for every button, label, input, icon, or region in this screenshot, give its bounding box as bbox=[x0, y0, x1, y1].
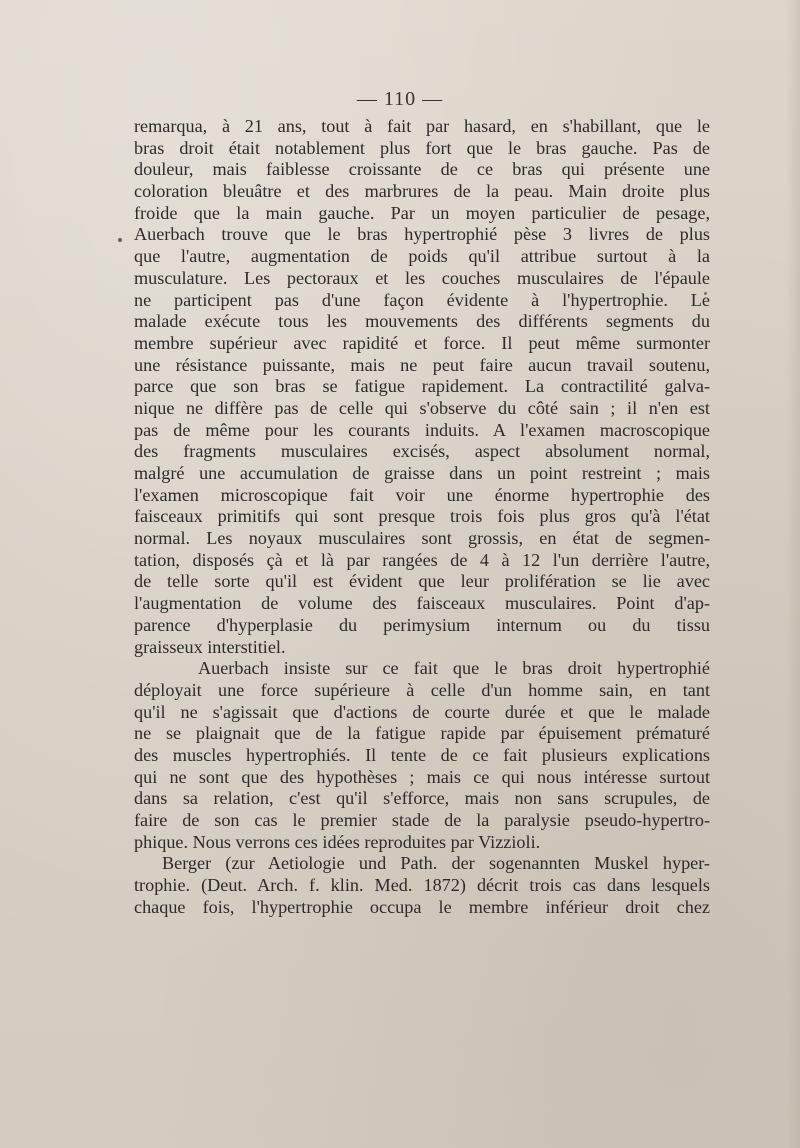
text-line: tation, disposés çà et là par rangées de 4 à 12 l'un derrière l'autre, bbox=[134, 549, 710, 570]
text-line: Berger (zur Aetiologie und Path. der sogenannten Muskel hyper- bbox=[162, 853, 710, 874]
text-line: normal. Les noyaux musculaires sont grossis, en état de segmen- bbox=[134, 528, 710, 549]
body-text bbox=[134, 116, 710, 918]
text-line: remarqua, à 21 ans, tout à fait par hasard, en s'habillant, que le bbox=[134, 116, 710, 136]
text-line: des fragments musculaires excisés, aspect absolument normal, bbox=[134, 441, 710, 462]
text-line: phique. Nous verrons ces idées reproduites par Vizzioli. bbox=[134, 831, 541, 852]
text-line: déployait une force supérieure à celle d'un homme sain, en tant bbox=[134, 679, 710, 700]
text-line: nique ne diffère pas de celle qui s'observe du côté sain ; il n'en est bbox=[134, 397, 710, 418]
page-number: — 110 — bbox=[356, 88, 444, 110]
text-line: douleur, mais faiblesse croissante de ce bras qui présente une bbox=[134, 159, 710, 180]
text-line: qui ne sont que des hypothèses ; mais ce qui nous intéresse surtout bbox=[134, 766, 710, 787]
text-line: musculature. Les pectoraux et les couches musculaires de l'épaule bbox=[134, 267, 710, 288]
text-line: des muscles hypertrophiés. Il tente de ce fait plusieurs explications bbox=[134, 744, 710, 765]
text-line: pas de même pour les courants induits. A l'examen macroscopique bbox=[134, 419, 710, 440]
text-line: malade exécute tous les mouvements des différents segments du bbox=[134, 311, 710, 332]
text-line: parence d'hyperplasie du perimysium internum ou du tissu bbox=[134, 614, 710, 635]
text-line: que l'autre, augmentation de poids qu'il attribue surtout à la bbox=[134, 246, 710, 267]
text-line: ne se plaignait que de la fatigue rapide par épuisement prématuré bbox=[134, 723, 710, 744]
text-line: coloration bleuâtre et des marbrures de la peau. Main droite plus bbox=[134, 181, 710, 202]
text-line: dans sa relation, c'est qu'il s'efforce, mais non sans scrupules, de bbox=[134, 788, 710, 809]
text-line: bras droit était notablement plus fort que le bras gauche. Pas de bbox=[134, 137, 710, 158]
text-line: de telle sorte qu'il est évident que leur prolifération se lie avec bbox=[134, 571, 710, 592]
text-line: parce que son bras se fatigue rapidement. La contractilité galva- bbox=[134, 376, 710, 397]
page-edge-shadow bbox=[786, 0, 800, 1148]
text-line: une résistance puissante, mais ne peut faire aucun travail soutenu, bbox=[134, 354, 710, 375]
text-line: froide que la main gauche. Par un moyen particulier de pesage, bbox=[134, 202, 710, 223]
text-line: faire de son cas le premier stade de la paralysie pseudo-hypertro- bbox=[134, 810, 710, 830]
text-line: chaque fois, l'hypertrophie occupa le membre inférieur droit chez bbox=[134, 896, 710, 917]
text-line: malgré une accumulation de graisse dans un point restreint ; mais bbox=[134, 463, 710, 483]
text-line: ne participent pas d'une façon évidente à l'hypertrophie. Le bbox=[134, 289, 710, 310]
text-line: l'examen microscopique fait voir une énorme hypertrophie des bbox=[134, 484, 710, 505]
margin-speck bbox=[118, 238, 122, 242]
text-line: Auerbach insiste sur ce fait que le bras droit hypertrophié bbox=[198, 658, 710, 679]
text-line: trophie. (Deut. Arch. f. klin. Med. 1872) décrit trois cas dans lesquels bbox=[134, 875, 710, 896]
text-line: membre supérieur avec rapidité et force. Il peut même surmonter bbox=[134, 332, 710, 353]
text-line: graisseux interstitiel. bbox=[134, 636, 286, 657]
text-line: l'augmentation de volume des faisceaux musculaires. Point d'ap- bbox=[134, 593, 710, 614]
text-line: qu'il ne s'agissait que d'actions de courte durée et que le malade bbox=[134, 701, 710, 722]
text-line: Auerbach trouve que le bras hypertrophié pèse 3 livres de plus bbox=[134, 224, 710, 245]
text-line: faisceaux primitifs qui sont presque trois fois plus gros qu'à l'état bbox=[134, 506, 710, 527]
